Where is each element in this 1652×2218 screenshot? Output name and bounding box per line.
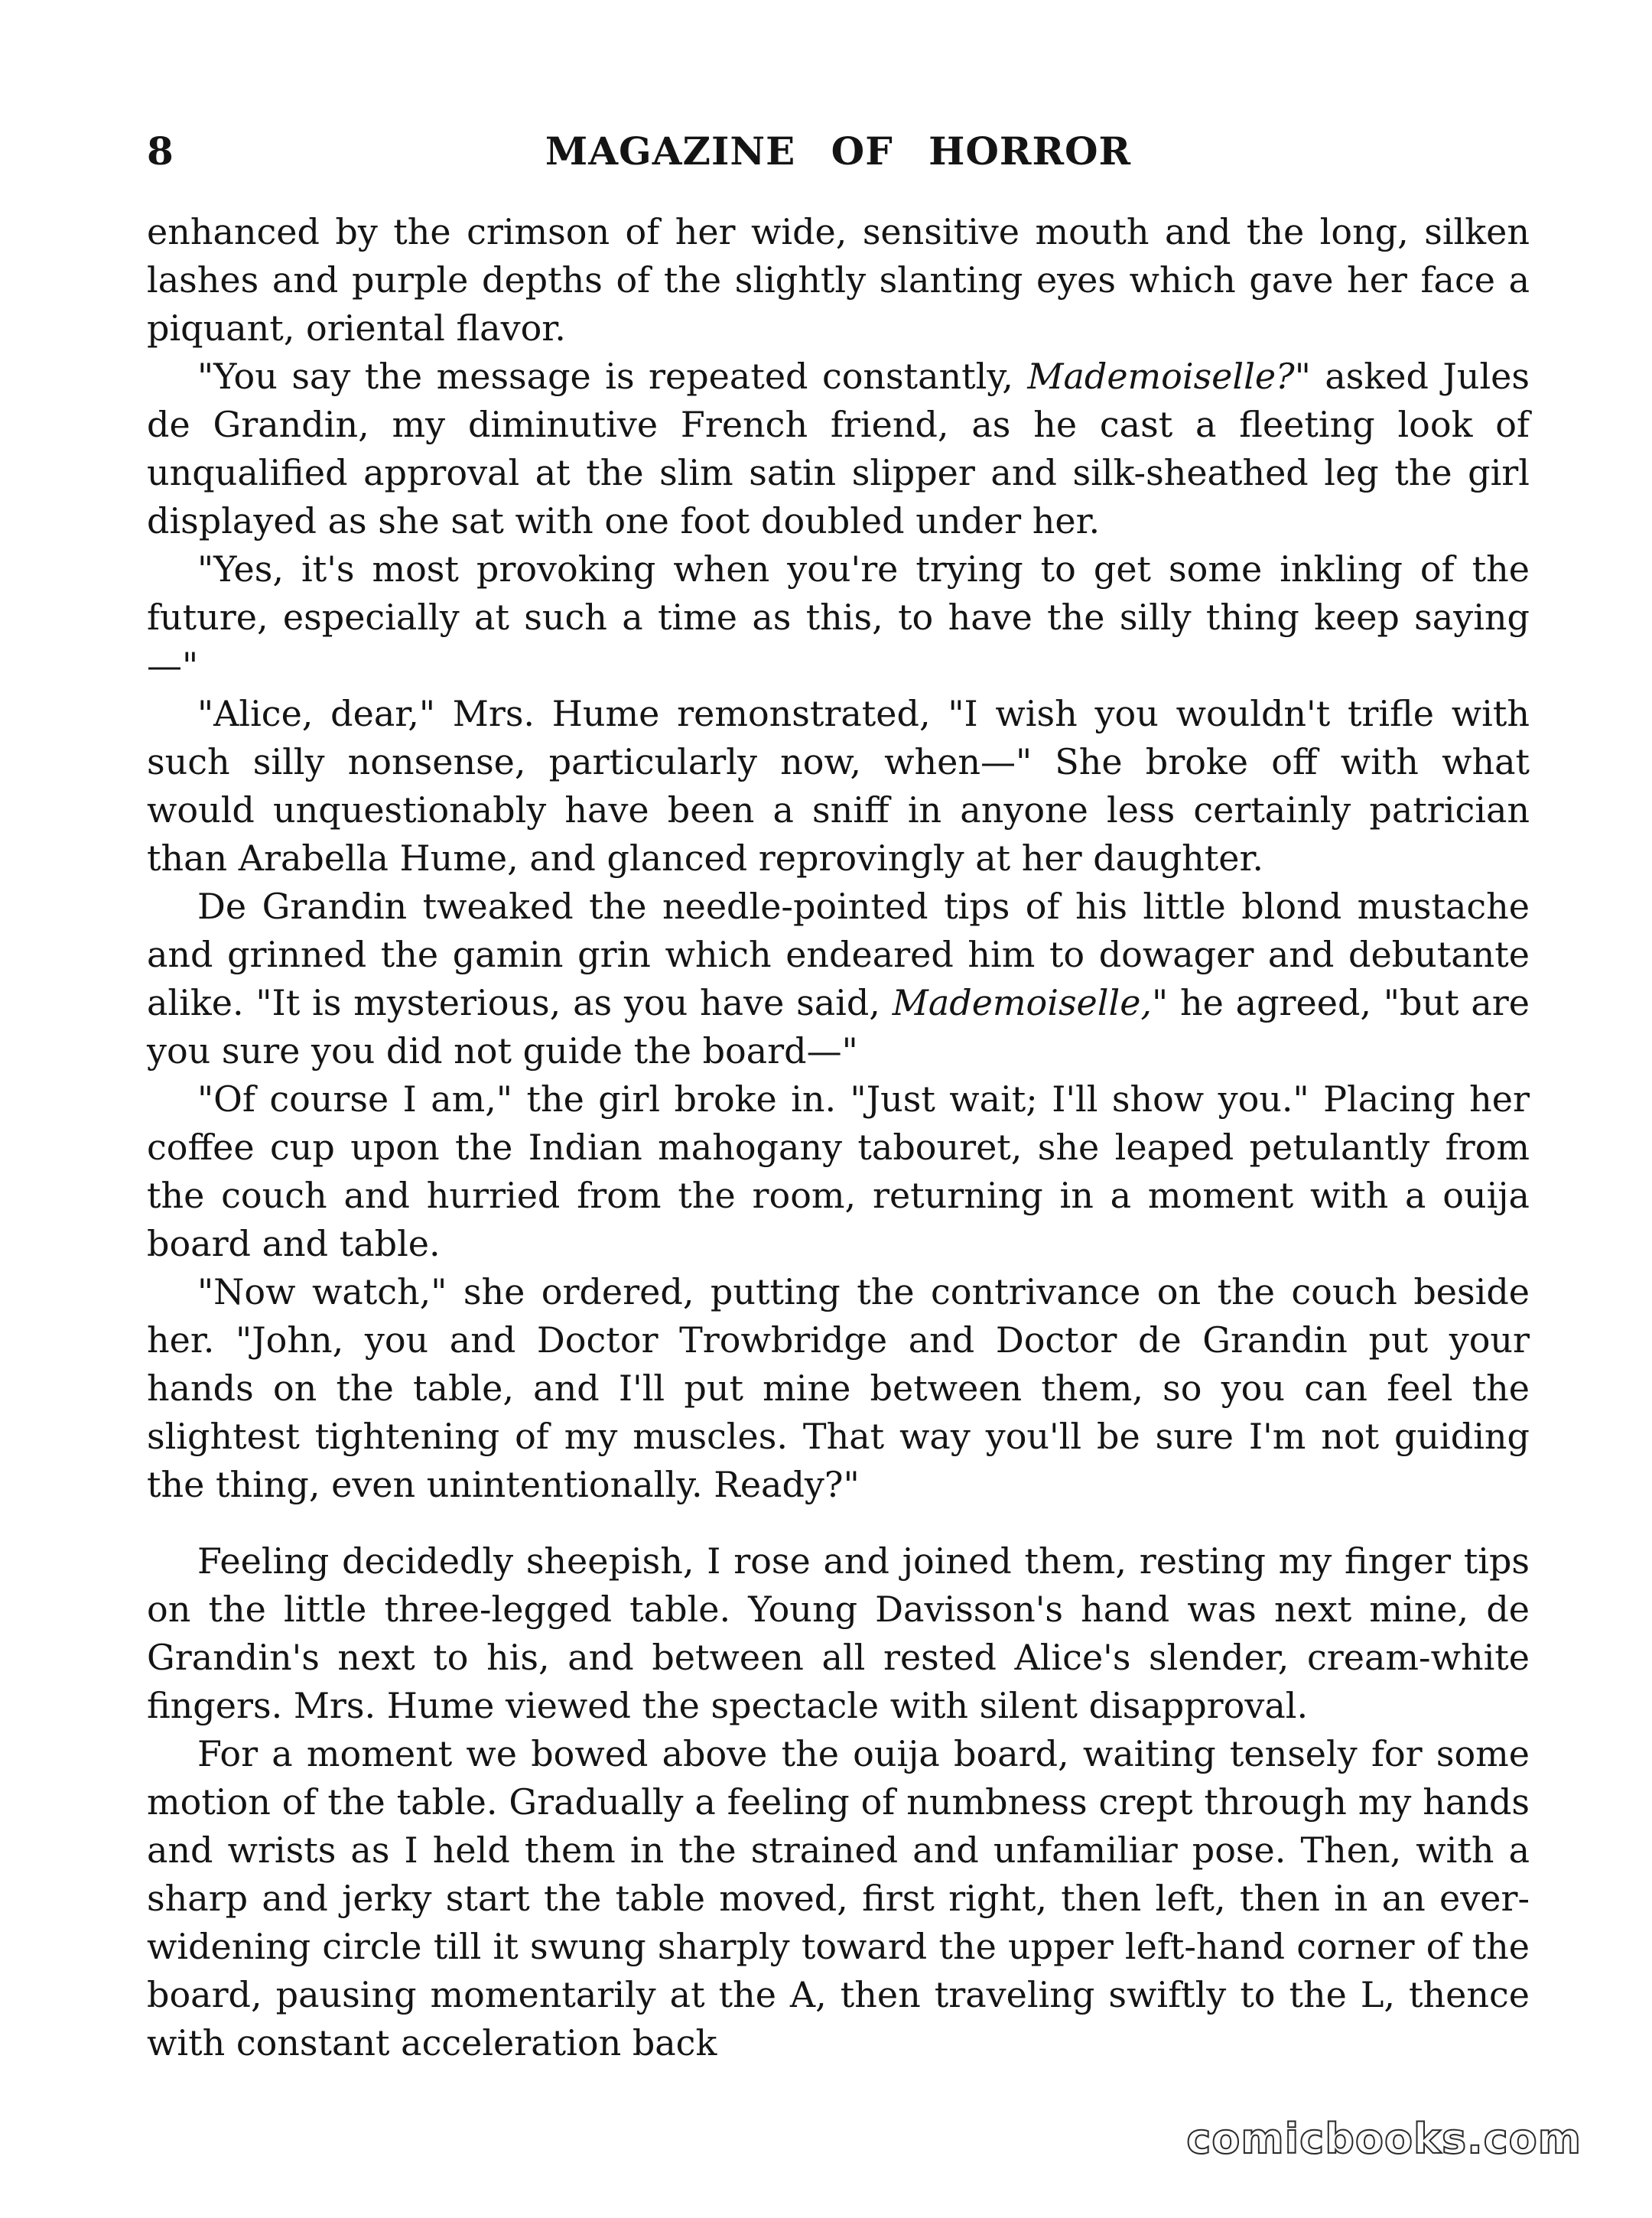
paragraph-8: Feeling decidedly sheepish, I rose and joined them, resting my finger tips on the little three-legged table. Young Davisson's hand was next mine, de Grandin's next to his, and between all rested Alice's slender, cream-white fingers. Mrs. Hume viewed the spectacle with silent disapproval. xyxy=(147,1540,1530,1726)
paragraph-1: enhanced by the crimson of her wide, sensitive mouth and the long, silken lashes and purple depths of the slightly slanting eyes which gave her face a piquant, oriental flavor. xyxy=(147,211,1530,349)
watermark-logo: comicbooks.com xyxy=(1186,2115,1582,2163)
paragraph-4: "Alice, dear," Mrs. Hume remonstrated, "I wish you wouldn't trifle with such silly nonsense, particularly now, when—" She broke off with what would unquestionably have been a sniff in anyone less certainly patrician than Arabella Hume, and glanced reprovingly at her daughter. xyxy=(147,693,1530,879)
paragraph-6: "Of course I am," the girl broke in. "Just wait; I'll show you." Placing her coffee cup upon the Indian mahogany tabouret, she leaped petulantly from the couch and hurried from the room, returning in a moment with a ouija board and table. xyxy=(147,1078,1530,1264)
paragraph-5: De Grandin tweaked the needle-pointed tips of his little blond mustache and grinned the gamin grin which endeared him to dowager and debutante alike. "It is mysterious, as you have said, Mademoiselle," he agreed, "but are you sure you did not guide the board—" xyxy=(147,886,1530,1072)
story-text xyxy=(147,208,1530,2067)
paragraph-2: "You say the message is repeated constantly, Mademoiselle?" asked Jules de Grandin, my diminutive French friend, as he cast a fleeting look of unqualified approval at the slim satin slipper and silk-sheathed leg the girl displayed as she sat with one foot doubled under her. xyxy=(147,356,1530,541)
paragraph-9: For a moment we bowed above the ouija board, waiting tensely for some motion of the table. Gradually a feeling of numbness crept through my hands and wrists as I held them in the strained and unfamiliar pose. Then, with a sharp and jerky start the table moved, first right, then left, then in an ever-widening circle till it swung sharply toward the upper left-hand corner of the board, pausing momentarily at the A, then traveling swiftly to the L, thence with constant acceleration back xyxy=(147,1733,1530,2064)
paragraph-7: "Now watch," she ordered, putting the contrivance on the couch beside her. "John, you and Doctor Trowbridge and Doctor de Grandin put your hands on the table, and I'll put mine between them, so you can feel the slightest tightening of my muscles. That way you'll be sure I'm not guiding the thing, even unintentionally. Ready?" xyxy=(147,1271,1530,1505)
page-number: 8 xyxy=(147,128,174,174)
running-head xyxy=(147,128,1530,190)
magazine-title: MAGAZINE OF HORROR xyxy=(545,128,1132,174)
paragraph-3: "Yes, it's most provoking when you're trying to get some inkling of the future, especially at such a time as this, to have the silly thing keep saying—" xyxy=(147,548,1530,686)
italic-mademoiselle: Mademoiselle? xyxy=(1027,356,1295,397)
italic-mademoiselle: Mademoiselle, xyxy=(892,982,1153,1023)
